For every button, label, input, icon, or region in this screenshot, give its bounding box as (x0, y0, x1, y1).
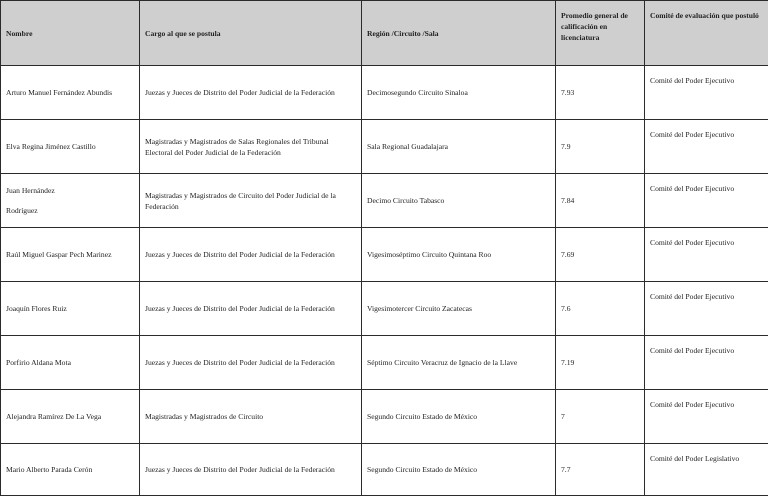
cell-promedio: 7.69 (556, 228, 645, 282)
table-row (1, 282, 768, 336)
cell-promedio: 7.9 (556, 120, 645, 174)
table-row (1, 174, 768, 228)
cell-nombre: Arturo Manuel Fernández Abundis (1, 66, 140, 120)
cell-cargo: Juezas y Jueces de Distrito del Poder Judicial de la Federación (140, 228, 362, 282)
header-comite: Comité de evaluación que postuló (645, 1, 768, 66)
cell-region: Séptimo Circuito Veracruz de Ignacio de la Llave (362, 336, 556, 390)
cell-region: Segundo Circuito Estado de México (362, 444, 556, 496)
cell-promedio: 7.7 (556, 444, 645, 496)
cell-cargo: Juezas y Jueces de Distrito del Poder Judicial de la Federación (140, 282, 362, 336)
header-nombre: Nombre (1, 1, 140, 66)
cell-nombre: Joaquín Flores Ruiz (1, 282, 140, 336)
cell-region: Decimosegundo Circuito Sinaloa (362, 66, 556, 120)
cell-region: Segundo Circuito Estado de México (362, 390, 556, 444)
cell-region: Vigesimotercer Circuito Zacatecas (362, 282, 556, 336)
cell-promedio: 7.84 (556, 174, 645, 228)
cell-promedio: 7.19 (556, 336, 645, 390)
table-row (1, 336, 768, 390)
cell-nombre: Alejandra Ramírez De La Vega (1, 390, 140, 444)
cell-nombre: Elva Regina Jiménez Castillo (1, 120, 140, 174)
cell-cargo: Magistradas y Magistrados de Circuito (140, 390, 362, 444)
cell-region: Vigesimoséptimo Circuito Quintana Roo (362, 228, 556, 282)
table-row (1, 444, 768, 496)
cell-cargo: Juezas y Jueces de Distrito del Poder Judicial de la Federación (140, 444, 362, 496)
cell-nombre: Mario Alberto Parada Cerón (1, 444, 140, 496)
header-promedio: Promedio general de calificación en licenciatura (556, 1, 645, 66)
cell-promedio: 7.93 (556, 66, 645, 120)
cell-cargo: Magistradas y Magistrados de Salas Regionales del Tribunal Electoral del Poder Judicial de la Federación (140, 120, 362, 174)
cell-region: Sala Regional Guadalajara (362, 120, 556, 174)
table-row (1, 120, 768, 174)
cell-nombre (1, 174, 140, 228)
cell-comite: Comité del Poder Ejecutivo (645, 336, 768, 390)
table-row (1, 66, 768, 120)
cell-comite: Comité del Poder Ejecutivo (645, 174, 768, 228)
cell-nombre: Porfirio Aldana Mota (1, 336, 140, 390)
cell-cargo: Juezas y Jueces de Distrito del Poder Judicial de la Federación (140, 336, 362, 390)
cell-comite: Comité del Poder Legislativo (645, 444, 768, 496)
cell-cargo: Magistradas y Magistrados de Circuito del Poder Judicial de la Federación (140, 174, 362, 228)
cell-promedio: 7.6 (556, 282, 645, 336)
cell-comite: Comité del Poder Ejecutivo (645, 120, 768, 174)
header-region: Región /Circuito /Sala (362, 1, 556, 66)
cell-comite: Comité del Poder Ejecutivo (645, 282, 768, 336)
header-cargo: Cargo al que se postula (140, 1, 362, 66)
table-header-row (1, 1, 768, 66)
cell-comite: Comité del Poder Ejecutivo (645, 390, 768, 444)
cell-cargo: Juezas y Jueces de Distrito del Poder Judicial de la Federación (140, 66, 362, 120)
cell-comite: Comité del Poder Ejecutivo (645, 228, 768, 282)
cell-promedio: 7 (556, 390, 645, 444)
cell-nombre: Raúl Miguel Gaspar Pech Marinez (1, 228, 140, 282)
table-row (1, 390, 768, 444)
nombre-line-2: Rodríguez (6, 205, 134, 216)
table-row (1, 228, 768, 282)
cell-region: Decimo Circuito Tabasco (362, 174, 556, 228)
nombre-line-1: Juan Hernández (6, 185, 134, 196)
cell-comite: Comité del Poder Ejecutivo (645, 66, 768, 120)
